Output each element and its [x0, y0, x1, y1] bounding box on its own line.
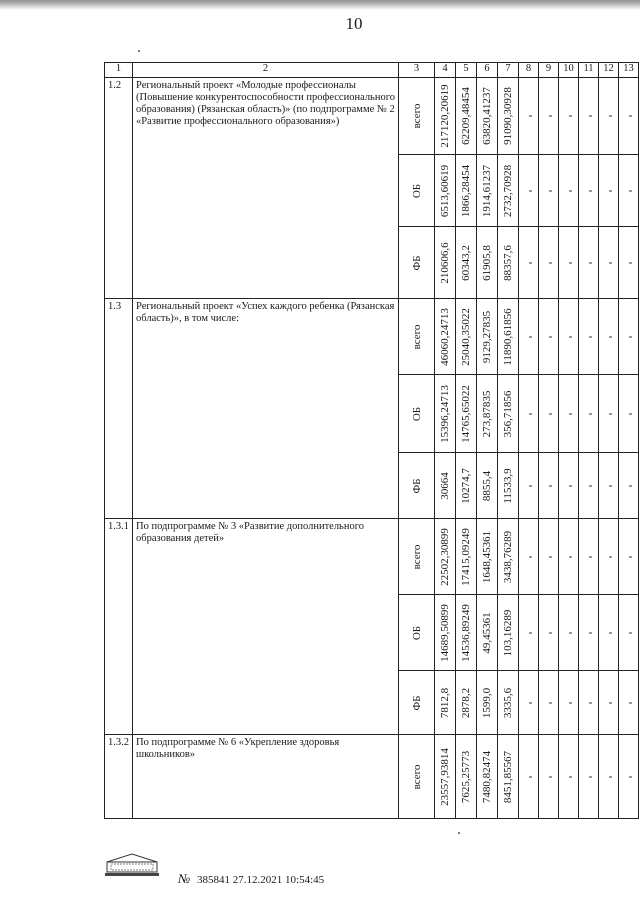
- value-cell: [435, 671, 456, 735]
- empty-cell: [599, 227, 619, 299]
- dash-mark: [569, 116, 572, 117]
- table-row: [105, 78, 639, 155]
- empty-cell: [619, 735, 639, 819]
- funding-source: ФБ: [410, 694, 423, 711]
- dash-mark: [609, 556, 612, 557]
- dash-mark: [549, 485, 552, 486]
- dash-mark: [589, 190, 592, 191]
- empty-cell: [579, 299, 599, 375]
- value-text: 46060,24713: [439, 307, 451, 366]
- value-text: 23557,93814: [439, 747, 451, 806]
- empty-cell: [559, 735, 579, 819]
- dash-mark: [529, 632, 532, 633]
- dash-mark: [529, 556, 532, 557]
- empty-cell: [559, 671, 579, 735]
- dash-mark: [589, 556, 592, 557]
- dash-mark: [629, 632, 632, 633]
- empty-cell: [599, 519, 619, 595]
- value-text: 1599,0: [481, 687, 493, 718]
- dash-mark: [529, 413, 532, 414]
- header-cell: 11: [579, 63, 599, 78]
- value-text: 7812,8: [439, 687, 451, 718]
- empty-cell: [539, 671, 559, 735]
- value-text: 30664: [439, 471, 451, 500]
- value-cell: [456, 375, 477, 453]
- row-number: 1.3.1: [105, 519, 133, 735]
- funding-source: ФБ: [410, 477, 423, 494]
- value-text: 14765,65022: [460, 384, 472, 443]
- dash-mark: [569, 413, 572, 414]
- value-text: 11533,9: [502, 467, 514, 504]
- empty-cell: [599, 735, 619, 819]
- empty-cell: [559, 453, 579, 519]
- value-cell: [498, 78, 519, 155]
- dash-mark: [549, 702, 552, 703]
- dash-mark: [569, 632, 572, 633]
- value-text: 14536,89249: [460, 603, 472, 662]
- value-cell: [498, 453, 519, 519]
- empty-cell: [539, 519, 559, 595]
- dash-mark: [629, 262, 632, 263]
- empty-cell: [539, 453, 559, 519]
- value-cell: [456, 595, 477, 671]
- value-cell: [435, 299, 456, 375]
- value-text: 10274,7: [460, 467, 472, 504]
- empty-cell: [599, 595, 619, 671]
- value-cell: [477, 78, 498, 155]
- empty-cell: [539, 375, 559, 453]
- table-row: [105, 519, 639, 595]
- empty-cell: [619, 671, 639, 735]
- dash-mark: [569, 262, 572, 263]
- empty-cell: [619, 595, 639, 671]
- value-cell: [477, 519, 498, 595]
- empty-cell: [519, 227, 539, 299]
- value-cell: [435, 595, 456, 671]
- empty-cell: [619, 78, 639, 155]
- empty-cell: [579, 595, 599, 671]
- value-text: 14689,50899: [439, 603, 451, 662]
- dash-mark: [609, 336, 612, 337]
- empty-cell: [559, 519, 579, 595]
- empty-cell: [619, 453, 639, 519]
- dash-mark: [609, 413, 612, 414]
- dash-mark: [569, 336, 572, 337]
- value-cell: [435, 155, 456, 227]
- scan-speck: [458, 832, 460, 834]
- funding-source: ФБ: [410, 254, 423, 271]
- header-cell: 6: [477, 63, 498, 78]
- dash-mark: [589, 776, 592, 777]
- registration-stamp-icon: [103, 852, 161, 878]
- value-cell: [477, 227, 498, 299]
- value-text: 103,16289: [502, 609, 514, 656]
- value-text: 7480,82474: [481, 750, 493, 803]
- dash-mark: [589, 336, 592, 337]
- funding-source: всего: [410, 324, 423, 349]
- value-text: 1648,45361: [481, 530, 493, 583]
- value-cell: [498, 519, 519, 595]
- empty-cell: [599, 375, 619, 453]
- dash-mark: [569, 556, 572, 557]
- header-cell: 8: [519, 63, 539, 78]
- header-cell: 12: [599, 63, 619, 78]
- empty-cell: [519, 735, 539, 819]
- value-text: 60343,2: [460, 244, 472, 281]
- dash-mark: [529, 190, 532, 191]
- empty-cell: [539, 155, 559, 227]
- value-text: 3438,76289: [502, 530, 514, 583]
- dash-mark: [589, 485, 592, 486]
- dash-mark: [609, 632, 612, 633]
- value-cell: [435, 453, 456, 519]
- empty-cell: [579, 519, 599, 595]
- value-cell: [456, 453, 477, 519]
- empty-cell: [519, 299, 539, 375]
- table-header-row: [105, 63, 639, 78]
- dash-mark: [609, 485, 612, 486]
- dash-mark: [549, 262, 552, 263]
- funding-source: ОБ: [410, 183, 423, 198]
- value-cell: [456, 671, 477, 735]
- value-text: 210606,6: [439, 241, 451, 284]
- row-number: 1.2: [105, 78, 133, 299]
- value-text: 9129,27835: [481, 310, 493, 363]
- dash-mark: [529, 702, 532, 703]
- dash-mark: [549, 413, 552, 414]
- dash-mark: [589, 116, 592, 117]
- empty-cell: [539, 299, 559, 375]
- value-cell: [498, 671, 519, 735]
- value-text: 3335,6: [502, 687, 514, 718]
- value-text: 91090,30928: [502, 87, 514, 145]
- document-datetime: 27.12.2021 10:54:45: [232, 874, 325, 886]
- dash-mark: [529, 776, 532, 777]
- dash-mark: [629, 413, 632, 414]
- value-cell: [456, 519, 477, 595]
- empty-cell: [519, 453, 539, 519]
- empty-cell: [579, 671, 599, 735]
- header-cell: 2: [133, 63, 399, 78]
- value-text: 61905,8: [481, 244, 493, 281]
- empty-cell: [579, 78, 599, 155]
- empty-cell: [619, 519, 639, 595]
- dash-mark: [529, 336, 532, 337]
- empty-cell: [519, 519, 539, 595]
- value-cell: [477, 375, 498, 453]
- value-text: 8855,4: [481, 470, 493, 501]
- header-cell: 9: [539, 63, 559, 78]
- empty-cell: [539, 595, 559, 671]
- row-description: По подпрограмме № 6 «Укрепление здоровья школьников»: [133, 735, 399, 819]
- empty-cell: [599, 671, 619, 735]
- dash-mark: [609, 262, 612, 263]
- funding-source-cell: [399, 375, 435, 453]
- value-text: 1914,61237: [481, 164, 493, 217]
- empty-cell: [579, 375, 599, 453]
- dash-mark: [629, 702, 632, 703]
- dash-mark: [569, 702, 572, 703]
- dash-mark: [609, 190, 612, 191]
- dash-mark: [549, 632, 552, 633]
- empty-cell: [619, 227, 639, 299]
- empty-cell: [579, 453, 599, 519]
- empty-cell: [599, 155, 619, 227]
- empty-cell: [539, 227, 559, 299]
- empty-cell: [619, 155, 639, 227]
- row-description: Региональный проект «Молодые профессионалы (Повышение конкурентоспособности профессионального образования) (Рязанская область)» (по подпрограмме № 2 «Развитие профессионального образования»): [133, 78, 399, 299]
- value-cell: [498, 299, 519, 375]
- empty-cell: [559, 375, 579, 453]
- dash-mark: [569, 485, 572, 486]
- value-cell: [435, 78, 456, 155]
- value-text: 17415,09249: [460, 527, 472, 586]
- header-cell: 5: [456, 63, 477, 78]
- dash-mark: [629, 776, 632, 777]
- row-number: 1.3.2: [105, 735, 133, 819]
- value-cell: [477, 299, 498, 375]
- value-text: 273,87835: [481, 390, 493, 437]
- funding-source-cell: [399, 735, 435, 819]
- value-text: 25040,35022: [460, 307, 472, 366]
- value-text: 217120,20619: [439, 84, 451, 148]
- value-text: 63820,41237: [481, 87, 493, 145]
- empty-cell: [539, 78, 559, 155]
- budget-table: [104, 62, 639, 819]
- dash-mark: [529, 262, 532, 263]
- empty-cell: [559, 155, 579, 227]
- funding-source-cell: [399, 453, 435, 519]
- funding-source: ОБ: [410, 625, 423, 640]
- empty-cell: [579, 735, 599, 819]
- number-sign: №: [178, 871, 191, 886]
- dash-mark: [589, 702, 592, 703]
- value-text: 2878,2: [460, 687, 472, 718]
- dash-mark: [529, 485, 532, 486]
- table-row: [105, 735, 639, 819]
- value-cell: [456, 78, 477, 155]
- document-registration-line: [178, 871, 324, 887]
- value-cell: [435, 375, 456, 453]
- value-cell: [456, 735, 477, 819]
- row-description: Региональный проект «Успех каждого ребенка (Рязанская область)», в том числе:: [133, 299, 399, 519]
- empty-cell: [619, 299, 639, 375]
- row-description: По подпрограмме № 3 «Развитие дополнительного образования детей»: [133, 519, 399, 735]
- funding-source: всего: [410, 764, 423, 789]
- value-cell: [456, 155, 477, 227]
- funding-source-cell: [399, 299, 435, 375]
- header-cell: 13: [619, 63, 639, 78]
- dash-mark: [589, 262, 592, 263]
- empty-cell: [579, 227, 599, 299]
- value-cell: [498, 155, 519, 227]
- funding-source-cell: [399, 78, 435, 155]
- header-cell: 1: [105, 63, 133, 78]
- dash-mark: [629, 336, 632, 337]
- value-cell: [477, 453, 498, 519]
- value-cell: [498, 227, 519, 299]
- dash-mark: [629, 485, 632, 486]
- empty-cell: [519, 78, 539, 155]
- header-cell: 7: [498, 63, 519, 78]
- empty-cell: [519, 375, 539, 453]
- dash-mark: [629, 190, 632, 191]
- scan-edge-artifact: [0, 0, 640, 14]
- empty-cell: [559, 227, 579, 299]
- value-text: 22502,30899: [439, 527, 451, 586]
- value-text: 1866,28454: [460, 164, 472, 217]
- value-cell: [498, 375, 519, 453]
- value-cell: [477, 155, 498, 227]
- value-text: 15396,24713: [439, 384, 451, 443]
- dash-mark: [609, 116, 612, 117]
- value-cell: [477, 735, 498, 819]
- value-cell: [435, 519, 456, 595]
- dash-mark: [549, 190, 552, 191]
- empty-cell: [599, 453, 619, 519]
- empty-cell: [519, 671, 539, 735]
- header-cell: 4: [435, 63, 456, 78]
- header-cell: 10: [559, 63, 579, 78]
- value-cell: [477, 595, 498, 671]
- funding-source-cell: [399, 595, 435, 671]
- value-text: 2732,70928: [502, 164, 514, 217]
- dash-mark: [629, 116, 632, 117]
- dash-mark: [549, 776, 552, 777]
- funding-source: всего: [410, 544, 423, 569]
- value-text: 7625,25773: [460, 750, 472, 803]
- value-cell: [435, 227, 456, 299]
- value-text: 11890,61856: [502, 307, 514, 366]
- value-text: 88357,6: [502, 244, 514, 281]
- empty-cell: [559, 595, 579, 671]
- funding-source: ОБ: [410, 406, 423, 421]
- value-cell: [435, 735, 456, 819]
- value-text: 6513,60619: [439, 164, 451, 217]
- document-number: 385841: [197, 874, 231, 886]
- empty-cell: [519, 155, 539, 227]
- value-text: 62209,48454: [460, 87, 472, 145]
- dash-mark: [609, 776, 612, 777]
- value-text: 356,71856: [502, 390, 514, 437]
- dash-mark: [549, 336, 552, 337]
- page-number: 10: [345, 14, 363, 33]
- dash-mark: [589, 632, 592, 633]
- empty-cell: [559, 78, 579, 155]
- dash-mark: [589, 413, 592, 414]
- value-cell: [456, 299, 477, 375]
- dash-mark: [549, 556, 552, 557]
- value-text: 8451,85567: [502, 750, 514, 803]
- funding-source: всего: [410, 103, 423, 129]
- value-cell: [477, 671, 498, 735]
- dash-mark: [549, 116, 552, 117]
- funding-source-cell: [399, 155, 435, 227]
- empty-cell: [559, 299, 579, 375]
- empty-cell: [599, 299, 619, 375]
- value-cell: [456, 227, 477, 299]
- table-row: [105, 299, 639, 375]
- empty-cell: [539, 735, 559, 819]
- scan-speck: [138, 50, 140, 52]
- row-number: 1.3: [105, 299, 133, 519]
- value-text: 49,45361: [481, 611, 493, 654]
- header-cell: 3: [399, 63, 435, 78]
- dash-mark: [569, 190, 572, 191]
- funding-source-cell: [399, 519, 435, 595]
- funding-source-cell: [399, 227, 435, 299]
- dash-mark: [629, 556, 632, 557]
- dash-mark: [529, 116, 532, 117]
- empty-cell: [599, 78, 619, 155]
- funding-source-cell: [399, 671, 435, 735]
- empty-cell: [519, 595, 539, 671]
- empty-cell: [619, 375, 639, 453]
- empty-cell: [579, 155, 599, 227]
- dash-mark: [569, 776, 572, 777]
- value-cell: [498, 595, 519, 671]
- value-cell: [498, 735, 519, 819]
- dash-mark: [609, 702, 612, 703]
